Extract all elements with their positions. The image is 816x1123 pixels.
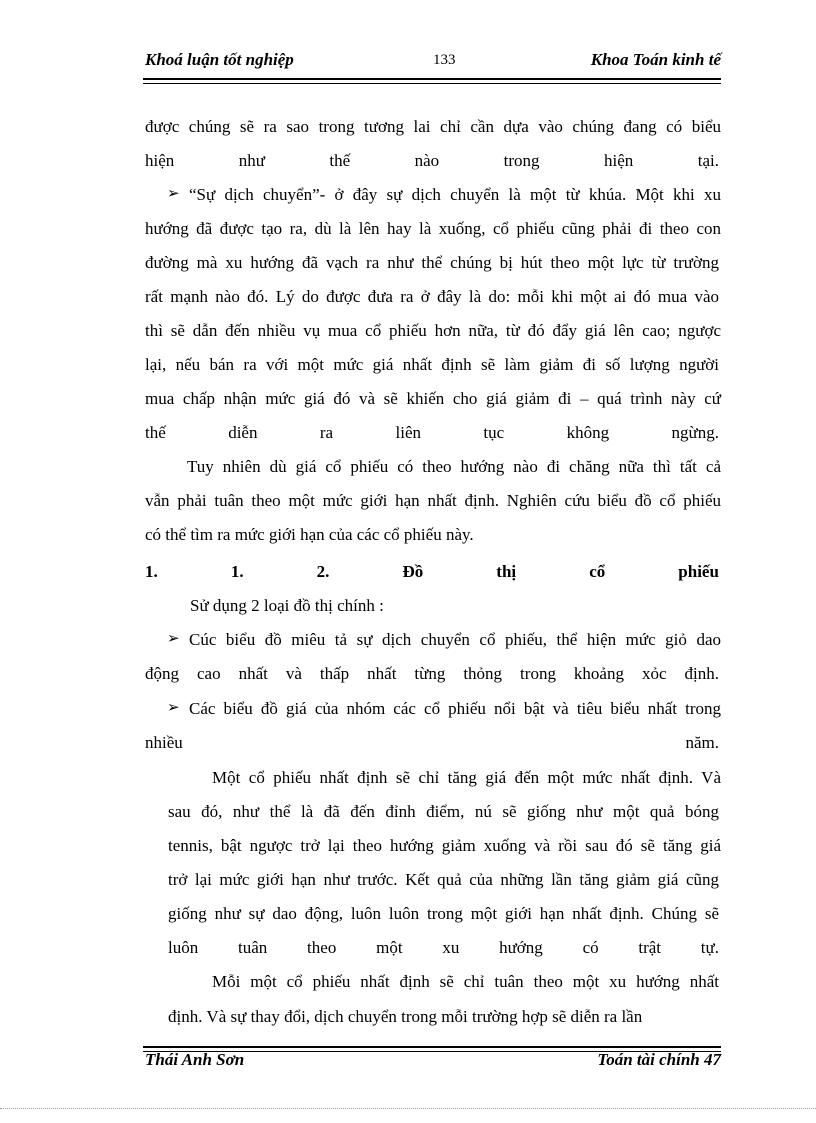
word: nhiều [145, 733, 183, 752]
word: diễn [228, 423, 258, 442]
word: tục [483, 423, 505, 442]
word: như [238, 151, 265, 170]
heading-word: 1. [145, 562, 158, 581]
word: năm. [685, 733, 719, 752]
heading-word: cổ [589, 562, 606, 581]
page-edge-divider [0, 1108, 816, 1109]
word: hiện [603, 151, 634, 170]
arrow-bullet-icon: ➢ [167, 631, 180, 647]
heading-word: thị [496, 562, 517, 581]
arrow-bullet-icon: ➢ [167, 186, 180, 202]
text-line: định. Và sự thay đổi, dịch chuyển trong mỗi trường hợp sẽ diễn ra lần [168, 1007, 643, 1026]
word: liên [395, 423, 421, 442]
text-line: có thể tìm ra mức giới hạn của các cổ phiếu này. [145, 525, 474, 544]
text-line: hướng đã được tạo ra, dù là lên hay là xuống, cổ phiếu cũng phải đi theo con [145, 219, 721, 238]
header-faculty: Khoa Toán kinh tế [590, 50, 721, 69]
word: trong [503, 151, 540, 170]
word: một [376, 938, 403, 957]
word: thế [145, 423, 166, 442]
header-thesis-title: Khoá luận tốt nghiệp [145, 50, 294, 69]
word: không [566, 423, 610, 442]
text-line: giống như sự dao động, luôn luôn trong một giới hạn nhất định. Chúng sẽ [168, 904, 719, 923]
text-line: được chúng sẽ ra sao trong tương lai chỉ cần dựa vào chúng đang có biểu [145, 117, 721, 136]
word: nào [414, 151, 440, 170]
word: ngừng. [671, 423, 719, 442]
word: hiện [145, 151, 175, 170]
word: tự. [700, 938, 719, 957]
text-line: Tuy nhiên dù giá cổ phiếu có theo hướng nào đi chăng nữa thì tất cả [187, 457, 721, 476]
word: tại. [697, 151, 719, 170]
text-line: vẫn phải tuân theo một mức giới hạn nhất định. Nghiên cứu biểu đồ cổ phiếu [145, 491, 721, 510]
text-line: Mỗi một cổ phiếu nhất định sẽ chỉ tuân theo một xu hướng nhất [212, 972, 719, 991]
section-heading [145, 561, 719, 583]
text-line: đường mà xu hướng đã vạch ra như thể chúng bị hút theo một lực từ trường [145, 253, 719, 272]
heading-word: 1. [230, 562, 244, 581]
text-line: thì sẽ dẫn đến nhiều vụ mua cổ phiếu hơn nữa, từ đó đẩy giá lên cao; ngược [145, 321, 721, 340]
header-rule [143, 78, 721, 84]
footer-class: Toán tài chính 47 [597, 1050, 721, 1069]
word: thế [329, 151, 351, 170]
text-line: trở lại mức giới hạn như trước. Kết quả của những lần tăng giảm giá cũng [168, 870, 719, 889]
text-line: Cúc biểu đồ miêu tả sự dịch chuyển cổ phiếu, thể hiện mức giỏ dao [189, 630, 721, 649]
word: xu [442, 938, 460, 957]
footer-author: Thái Anh Sơn [145, 1050, 245, 1069]
text-line: mua chấp nhận mức giá đó và sẽ khiến cho giá giảm đi – quá trình này cứ [145, 389, 721, 408]
word: ra [319, 423, 334, 442]
arrow-bullet-icon: ➢ [167, 700, 180, 716]
page-number: 133 [433, 52, 456, 68]
text-line: “Sự dịch chuyển”- ở đây sự dịch chuyển là một từ khúa. Một khi xu [189, 185, 721, 204]
text-line: rất mạnh nào đó. Lý do được đưa ra ở đây là do: mỗi khi một ai đó mua vào [145, 287, 719, 306]
text-line: Các biểu đồ giá của nhóm các cổ phiếu nổi bật và tiêu biểu nhất trong [189, 699, 721, 718]
page-header [143, 50, 721, 80]
word: hướng [499, 938, 543, 957]
text-line: động cao nhất và thấp nhất từng thỏng trong khoảng xỏc định. [145, 664, 719, 683]
text-line-justified [145, 150, 719, 172]
text-line: sau đó, như thể là đã đến đỉnh điểm, nú sẽ giống như một quả bóng [168, 802, 719, 821]
text-line-justified [168, 937, 719, 959]
text-line: Sử dụng 2 loại đồ thị chính : [190, 596, 384, 615]
text-line-justified [145, 732, 719, 754]
heading-word: 2. [316, 562, 330, 581]
text-line: Một cổ phiếu nhất định sẽ chỉ tăng giá đến một mức nhất định. Và [212, 768, 721, 787]
text-line: tennis, bật ngược trở lại theo hướng giảm xuống và rồi sau đó sẽ tăng giá [168, 836, 721, 855]
word: có [582, 938, 599, 957]
word: theo [307, 938, 337, 957]
word: luôn [168, 938, 199, 957]
text-line-justified [145, 422, 719, 444]
word: trật [638, 938, 662, 957]
word: tuân [238, 938, 268, 957]
heading-word: phiếu [678, 562, 719, 581]
heading-word: Đồ [402, 562, 424, 581]
page-footer [143, 1050, 721, 1076]
text-line: lại, nếu bán ra với một mức giá nhất định sẽ làm giảm đi số lượng người [145, 355, 719, 374]
